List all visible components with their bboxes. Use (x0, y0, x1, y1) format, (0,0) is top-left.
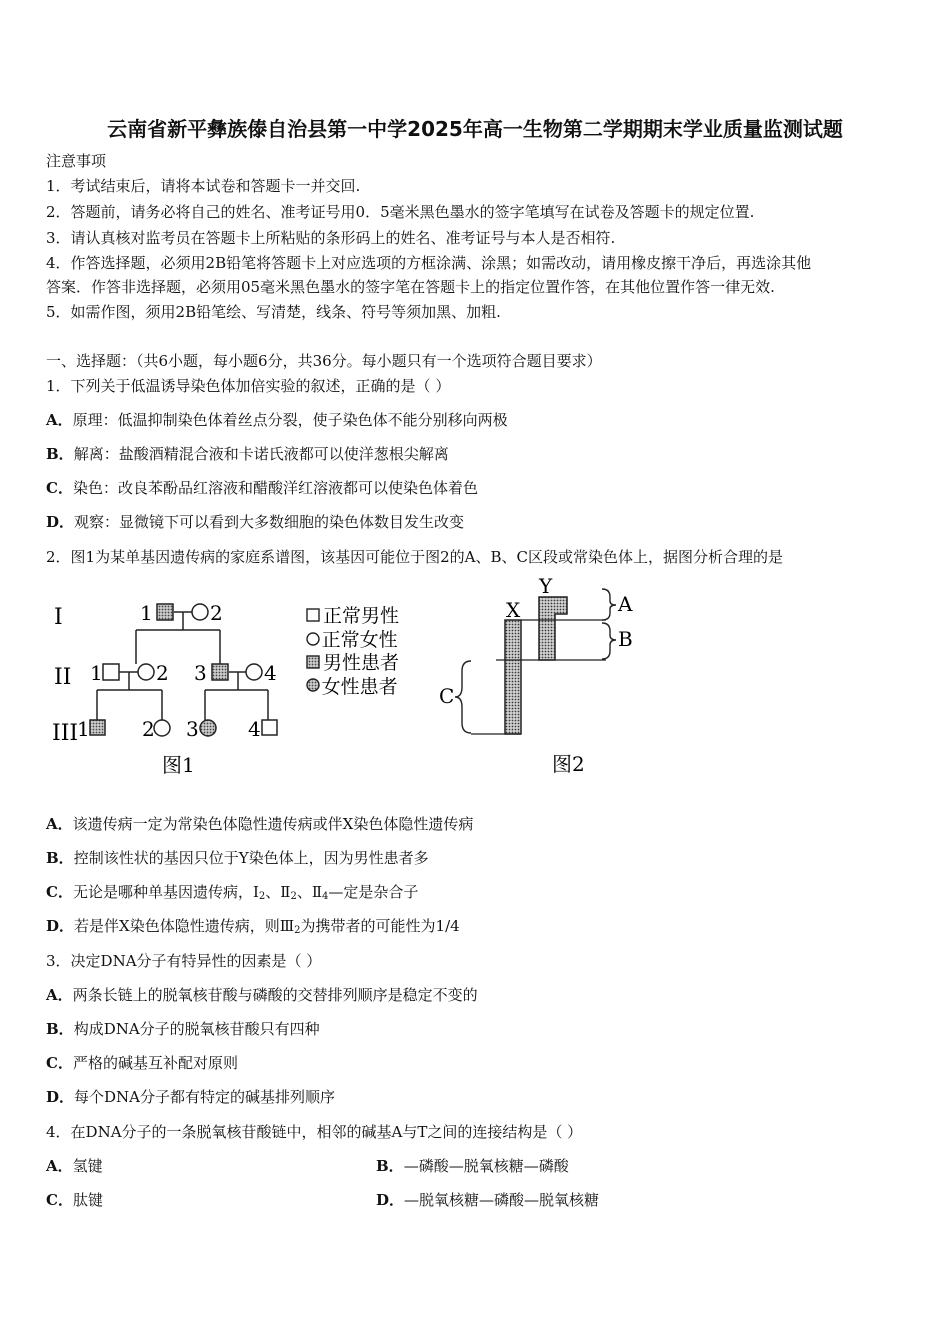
region-label-c: C (439, 684, 455, 708)
q4-option-d: D．—脱氧核糖—磷酸—脱氧核糖 (376, 1191, 600, 1209)
individual-number: 4 (264, 661, 277, 685)
notice-heading: 注意事项 (46, 152, 107, 170)
pedigree-figure (50, 590, 290, 785)
q3-option-a: A．两条长链上的脱氧核苷酸与磷酸的交替排列顺序是稳定不变的 (46, 986, 478, 1004)
q2-option-c: C．无论是哪种单基因遗传病，$Ⅰ_2$、$Ⅱ_2$、$Ⅱ_4—$定是杂合子 (46, 883, 419, 902)
chromosome-label-x: X (506, 598, 521, 622)
notice-item: 5．如需作图，须用2B铅笔绘、写清楚，线条、符号等须加黑、加粗. (46, 303, 501, 321)
chromosome-label-y: Y (539, 575, 553, 598)
q3-option-b: B．构成DNA分子的脱氧核苷酸只有四种 (46, 1020, 320, 1038)
x-chromosome (505, 620, 521, 734)
individual-number: 1 (77, 717, 90, 741)
individual-II-1 (103, 664, 119, 680)
y-chromosome (539, 597, 567, 660)
gen-label: II (54, 665, 72, 690)
q3-option-c: C．严格的碱基互补配对原则 (46, 1054, 238, 1072)
individual-number: 2 (156, 661, 169, 685)
individual-number: 4 (248, 717, 261, 741)
legend-label: ●女性患者 (305, 676, 398, 698)
gen-label: I (54, 605, 63, 630)
individual-number: 2 (210, 601, 223, 625)
q4-option-c: C．肽键 (46, 1191, 103, 1209)
notice-item: 2．答题前，请务必将自己的姓名、准考证号用0．5毫米黑色墨水的签字笔填写在试卷及答题卡的规定位置. (46, 203, 755, 221)
xy-chromosome-figure (436, 575, 646, 780)
individual-number: 3 (186, 717, 199, 741)
page-title: 云南省新平彝族傣自治县第一中学2025年高一生物第二学期期末学业质量监测试题 (107, 117, 843, 141)
individual-II-4 (246, 664, 262, 680)
question-3-stem: 3．决定DNA分子有特异性的因素是（ ） (46, 952, 322, 970)
individual-number: 3 (194, 661, 207, 685)
individual-III-4 (262, 720, 277, 735)
question-4-stem: 4．在DNA分子的一条脱氧核苷酸链中，相邻的碱基A与T之间的连接结构是（ ） (46, 1123, 583, 1141)
q2-option-a: A．该遗传病一定为常染色体隐性遗传病或伴X染色体隐性遗传病 (46, 815, 474, 833)
region-label-a: A (618, 592, 633, 616)
q1-option-b: B．解离：盐酸酒精混合液和卡诺氏液都可以使洋葱根尖解离 (46, 445, 449, 463)
individual-number: 2 (142, 717, 155, 741)
legend-label: □正常男性 (305, 605, 399, 627)
notice-item: 3．请认真核对监考员在答题卡上所粘贴的条形码上的姓名、准考证号与本人是否相符. (46, 229, 616, 247)
individual-I-1 (157, 604, 173, 620)
q2-option-b: B．控制该性状的基因只位于Y染色体上，因为男性患者多 (46, 849, 429, 867)
q2-option-d: D．若是伴X染色体隐性遗传病，则$Ⅲ_2$为携带者的可能性为1/4 (46, 917, 460, 936)
legend-label: ○正常女性 (305, 629, 398, 651)
individual-III-2 (154, 720, 170, 736)
question-1-stem: 1．下列关于低温诱导染色体加倍实验的叙述，正确的是（ ） (46, 377, 451, 395)
figure-caption: 图1 (162, 753, 195, 777)
individual-number: 1 (140, 601, 153, 625)
question-2-stem: 2．图1为某单基因遗传病的家庭系谱图，该基因可能位于图2的A、B、C区段或常染色体上，据图分析合理的是 (46, 548, 783, 566)
legend-label: ■男性患者 (305, 652, 399, 674)
individual-I-2 (192, 604, 208, 620)
individual-II-3 (212, 664, 228, 680)
individual-number: 1 (90, 661, 103, 685)
notice-item: 答案．作答非选择题，必须用05毫米黑色墨水的签字笔在答题卡上的指定位置作答，在其他位置作答一律无效. (46, 278, 775, 296)
notice-item: 4．作答选择题，必须用2B铅笔将答题卡上对应选项的方框涂满、涂黑；如需改动，请用橡皮擦干净后，再选涂其他 (46, 254, 812, 272)
q1-option-a: A．原理：低温抑制染色体着丝点分裂，使子染色体不能分别移向两极 (46, 411, 508, 429)
individual-III-3 (200, 720, 216, 736)
q4-option-b: B．—磷酸—脱氧核糖—磷酸 (376, 1157, 569, 1175)
individual-III-1 (90, 720, 105, 735)
section-heading: 一、选择题：（共6小题，每小题6分，共36分。每小题只有一个选项符合题目要求） (46, 352, 602, 370)
q3-option-d: D．每个DNA分子都有特定的碱基排列顺序 (46, 1088, 336, 1106)
q1-option-d: D．观察：显微镜下可以看到大多数细胞的染色体数目发生改变 (46, 513, 465, 531)
figure-caption: 图2 (552, 752, 585, 776)
region-label-b: B (618, 627, 633, 651)
notice-item: 1．考试结束后，请将本试卷和答题卡一并交回. (46, 177, 361, 195)
q4-option-a: A．氢键 (46, 1157, 103, 1175)
pedigree-legend (302, 600, 417, 702)
q1-option-c: C．染色：改良苯酚品红溶液和醋酸洋红溶液都可以使染色体着色 (46, 479, 478, 497)
individual-II-2 (138, 664, 154, 680)
gen-label: III (52, 721, 79, 746)
